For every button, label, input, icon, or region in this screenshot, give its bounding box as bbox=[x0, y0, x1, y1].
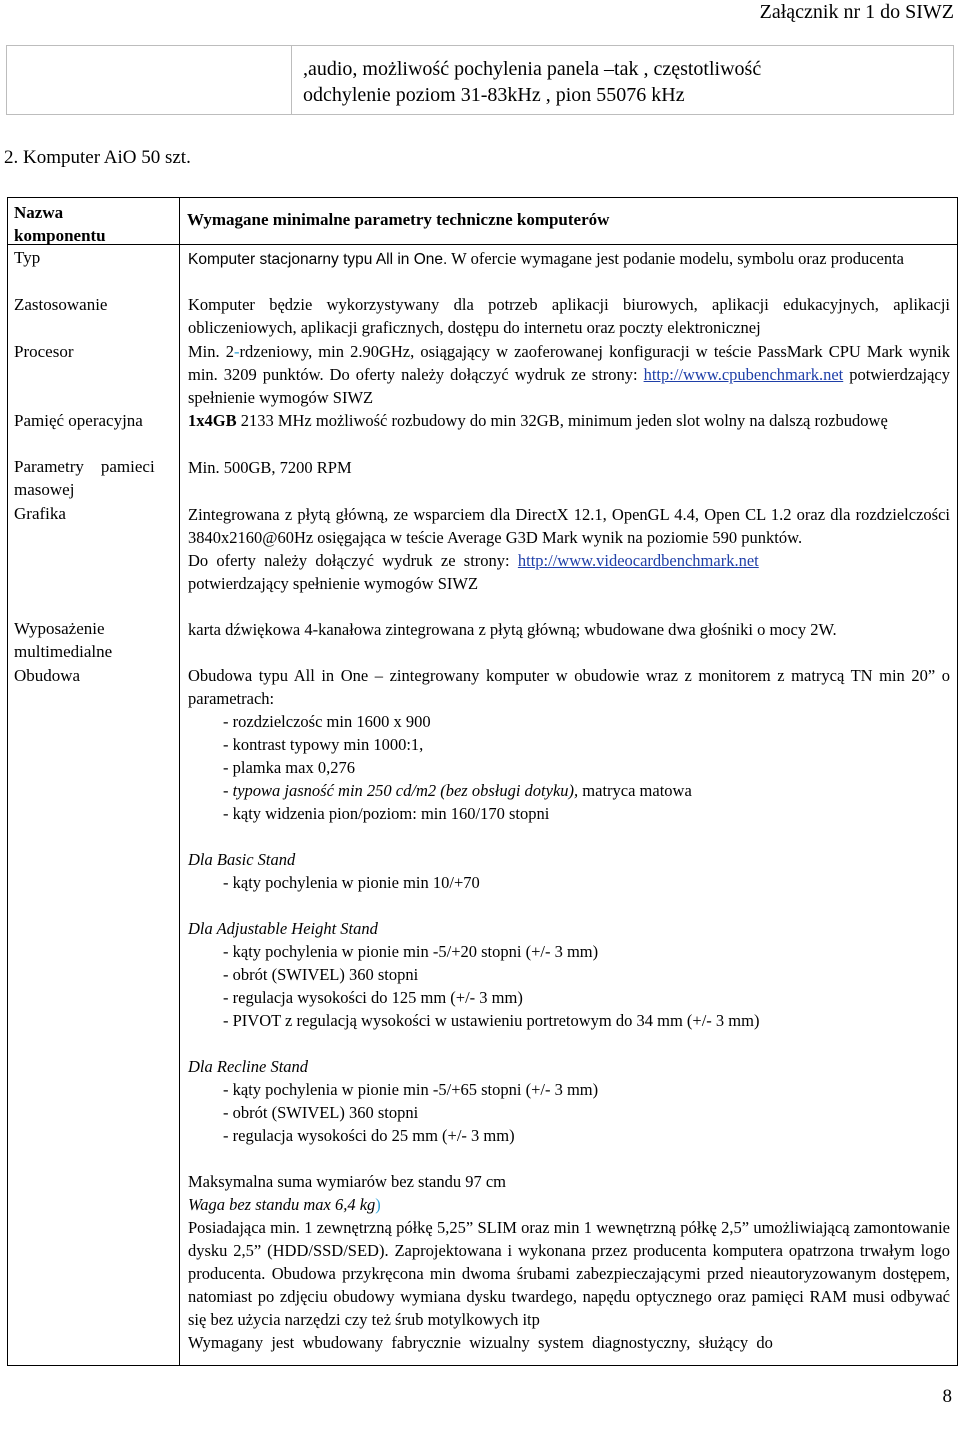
empty-cell bbox=[7, 46, 292, 114]
procesor-value-dash: - bbox=[234, 342, 240, 361]
obudowa-param: - plamka max 0,276 bbox=[223, 758, 355, 777]
header-left-line-1: Nazwa bbox=[14, 203, 64, 222]
obudowa-label: Obudowa bbox=[14, 666, 81, 685]
grafika-value-main: Zintegrowana z płytą główną, ze wsparciem dla DirectX 12.1, OpenGL 4.4, Open CL 1.2 oraz dla rozdzielczości 3840x2160@60Hz osięgająca w teście Average G3D Mark wynik na poziomie 590 punktów. bbox=[188, 505, 950, 547]
multimedia-value: karta dźwiękowa 4-kanałowa zintegrowana z płytą główną; wbudowane dwa głośniki o mocy 2W. bbox=[188, 620, 837, 639]
weight-paren: ) bbox=[375, 1195, 381, 1214]
recline-stand-title: Dla Recline Stand bbox=[188, 1057, 309, 1076]
zastosowanie-value: Komputer będzie wykorzystywany dla potrzeb aplikacji biurowych, aplikacji edukacyjnych, aplikacji obliczeniowych, aplikacji graficznych, dostępu do internetu oraz poczty elektronicznej bbox=[188, 295, 950, 337]
disk-label-line-1: Parametry pamieci bbox=[14, 457, 155, 476]
header-left-line-2: komponentu bbox=[14, 226, 106, 245]
document-header: Załącznik nr 1 do SIWZ bbox=[759, 1, 954, 23]
header-left bbox=[14, 201, 106, 247]
spacer bbox=[188, 825, 950, 848]
bays-text: Posiadająca min. 1 zewnętrzną półkę 5,25” SLIM oraz min 1 wewnętrzną półkę 2,5” umożliwiającą zamontowanie dysku 2,5” (HDD/SSD/SED). Zaprojektowana i wykonana przez producenta komputera opatrzona trwałym logo producenta. Obudowa przykręcona min dwoma śrubami zabezpieczającymi przed nieautoryzowanym dostępem, natomiast po zdjęciu obudowy wymiana dysku twardego, napędu optycznego oraz pamięci RAM musi odbywać się bez użycia narzędzi czy też śrub motylkowych itp bbox=[188, 1218, 950, 1329]
continued-line-1: ,audio, możliwość pochylenia panela –tak , częstotliwość bbox=[303, 58, 762, 80]
weight-text: Waga bez standu max 6,4 kg bbox=[188, 1195, 376, 1214]
procesor-label: Procesor bbox=[14, 342, 74, 361]
typ-label: Typ bbox=[14, 248, 41, 267]
header-right: Wymagane minimalne parametry techniczne komputerów bbox=[187, 210, 610, 229]
weight-line bbox=[188, 1193, 950, 1216]
disk-label bbox=[14, 455, 155, 501]
spacer bbox=[188, 894, 950, 917]
ram-value-bold: 1x4GB bbox=[188, 411, 237, 430]
obudowa-intro: Obudowa typu All in One – zintegrowany komputer w obudowie wraz z monitorem z matrycą TN min 20” o parametrach: bbox=[188, 666, 950, 708]
adjustable-stand-item: - regulacja wysokości do 125 mm (+/- 3 mm) bbox=[223, 988, 523, 1007]
ram-label: Pamięć operacyjna bbox=[14, 411, 143, 430]
adjustable-stand-item: - kąty pochylenia w pionie min -5/+20 stopni (+/- 3 mm) bbox=[223, 942, 599, 961]
grafika-value-link-line bbox=[188, 549, 950, 572]
obudowa-param: - rozdzielczośc min 1600 x 900 bbox=[223, 712, 431, 731]
grafika-value bbox=[188, 503, 950, 595]
procesor-value-b: rdzeniowy, min 2.90GHz, osiągający w zaoferowanej konfiguracji w teście PassMark CPU Mark wynik min. 3209 punktów. Do oferty należy dołączyć wydruk ze strony: bbox=[188, 342, 950, 384]
basic-stand-title: Dla Basic Stand bbox=[188, 850, 296, 869]
grafika-label: Grafika bbox=[14, 504, 66, 523]
typ-value-rest: W ofercie wymagane jest podanie modelu, symbolu oraz producenta bbox=[447, 249, 905, 268]
continued-line-2: odchylenie poziom 31-83kHz , pion 55076 kHz bbox=[303, 84, 685, 106]
brightness-italic: - typowa jasność min 250 cd/m2 (bez obsługi dotyku), bbox=[223, 781, 579, 800]
zastosowanie-label: Zastosowanie bbox=[14, 295, 108, 314]
typ-value-sans: Komputer stacjonarny typu All in One. bbox=[188, 251, 448, 268]
disk-value: Min. 500GB, 7200 RPM bbox=[188, 458, 352, 477]
multimedia-label bbox=[14, 617, 112, 663]
adjustable-stand-item: - PIVOT z regulacją wysokości w ustawieniu portretowym do 34 mm (+/- 3 mm) bbox=[223, 1011, 760, 1030]
grafika-value-prefix: Do oferty należy dołączyć wydruk ze strony: bbox=[188, 551, 518, 570]
adjustable-stand-title: Dla Adjustable Height Stand bbox=[188, 919, 378, 938]
section-title: 2. Komputer AiO 50 szt. bbox=[4, 147, 191, 168]
recline-stand-item: - regulacja wysokości do 25 mm (+/- 3 mm) bbox=[223, 1126, 515, 1145]
spacer bbox=[188, 1032, 950, 1055]
ram-value bbox=[188, 409, 950, 432]
procesor-value-a: Min. 2 bbox=[188, 342, 234, 361]
multimedia-label-line-1: Wyposażenie bbox=[14, 619, 105, 638]
header-divider bbox=[8, 244, 957, 245]
obudowa-value bbox=[188, 664, 950, 1354]
disk-label-line-2: masowej bbox=[14, 480, 75, 499]
spacer bbox=[188, 1147, 950, 1170]
recline-stand-item: - kąty pochylenia w pionie min -5/+65 stopni (+/- 3 mm) bbox=[223, 1080, 599, 1099]
cpubenchmark-link[interactable]: http://www.cpubenchmark.net bbox=[643, 365, 844, 384]
previous-table-fragment bbox=[6, 45, 954, 115]
procesor-value bbox=[188, 340, 950, 409]
continued-cell bbox=[303, 56, 943, 108]
spec-table bbox=[7, 197, 958, 1366]
typ-value bbox=[188, 247, 950, 271]
grafika-value-tail: potwierdzający spełnienie wymogów SIWZ bbox=[188, 574, 479, 593]
diagnostic-text: Wymagany jest wbudowany fabrycznie wizualny system diagnostyczny, służący do bbox=[188, 1333, 773, 1352]
dimensions-text: Maksymalna suma wymiarów bez standu 97 cm bbox=[188, 1172, 507, 1191]
procesor-value-c: potwierdzający spełnienie wymogów SIWZ bbox=[188, 365, 951, 407]
recline-stand-item: - obrót (SWIVEL) 360 stopni bbox=[223, 1103, 419, 1122]
videocardbenchmark-link[interactable]: http://www.videocardbenchmark.net bbox=[517, 551, 759, 570]
page-number: 8 bbox=[942, 1386, 952, 1407]
column-divider bbox=[179, 198, 180, 1365]
basic-stand-item: - kąty pochylenia w pionie min 10/+70 bbox=[223, 873, 480, 892]
adjustable-stand-item: - obrót (SWIVEL) 360 stopni bbox=[223, 965, 419, 984]
ram-value-rest: 2133 MHz możliwość rozbudowy do min 32GB, minimum jeden slot wolny na dalszą rozbudowę bbox=[236, 411, 888, 430]
obudowa-param: - kontrast typowy min 1000:1, bbox=[223, 735, 424, 754]
multimedia-label-line-2: multimedialne bbox=[14, 642, 113, 661]
brightness-tail: matryca matowa bbox=[578, 781, 692, 800]
obudowa-param: - kąty widzenia pion/poziom: min 160/170 stopni bbox=[223, 804, 550, 823]
obudowa-param-brightness bbox=[188, 779, 950, 802]
